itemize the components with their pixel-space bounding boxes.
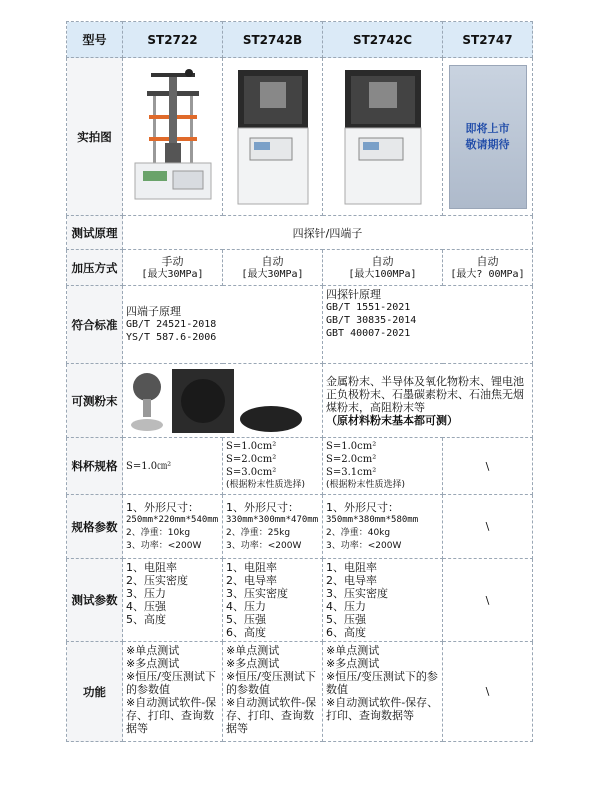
- param-item: 6、高度: [226, 626, 266, 639]
- param-item: 2、电导率: [326, 574, 377, 587]
- photo-row: [67, 58, 533, 216]
- cup-note: (根据粉末性质选择): [226, 480, 306, 490]
- coming-soon-line-2: 敬请期待: [465, 137, 510, 151]
- photo-st2742c: [323, 58, 443, 216]
- size-st2722: [123, 495, 223, 559]
- param-item: 1、电阻率: [226, 561, 277, 574]
- cup-line: S=1.0cm²: [226, 441, 277, 452]
- param-item: 4、压力: [226, 600, 266, 613]
- standard-row: [67, 286, 533, 364]
- func-st2742b: [223, 642, 323, 742]
- params-row: [67, 559, 533, 642]
- standard-label: 符合标准: [67, 286, 123, 364]
- pressure-range: [最大30MPa]: [141, 268, 204, 280]
- size-st2747: \: [443, 495, 533, 559]
- size-row: [67, 495, 533, 559]
- func-item: ※单点测试: [326, 644, 380, 657]
- cup-line: S=3.1cm²: [326, 467, 377, 478]
- func-item: ※恒压/变压测试下的参数值: [326, 670, 438, 696]
- pressure-range: [最大100MPa]: [348, 268, 417, 280]
- model-label: 型号: [67, 22, 123, 58]
- param-item: 6、高度: [326, 626, 366, 639]
- size-weight: 2、净重：40kg: [326, 527, 391, 538]
- func-st2747: \: [443, 642, 533, 742]
- pressure-row: [67, 250, 533, 286]
- photo-st2747: [443, 58, 533, 216]
- size-power: 3、功率：<200W: [326, 540, 402, 551]
- pressure-label: 加压方式: [67, 250, 123, 286]
- model-st2742b: ST2742B: [223, 22, 323, 58]
- powder-label: 可测粉末: [67, 364, 123, 438]
- pressure-st2742c: [323, 250, 443, 286]
- auto-press-c-image: [337, 66, 429, 208]
- param-item: 2、电导率: [226, 574, 277, 587]
- param-item: 3、压实密度: [226, 587, 288, 600]
- cup-line: S=2.0cm²: [226, 454, 277, 465]
- param-item: 5、压强: [226, 613, 266, 626]
- manual-press-image: [131, 67, 215, 207]
- size-weight: 2、净重：10kg: [126, 527, 191, 538]
- cup-row: [67, 438, 533, 495]
- standard-line: GB/T 1551-2021: [326, 302, 411, 313]
- func-item: ※单点测试: [226, 644, 280, 657]
- pressure-range: [最大30MPa]: [241, 268, 304, 280]
- spec-table: [66, 21, 533, 742]
- param-item: 4、压力: [326, 600, 366, 613]
- header-row: [67, 22, 533, 58]
- func-item: ※多点测试: [326, 657, 380, 670]
- principle-value: 四探针/四端子: [123, 216, 533, 250]
- cup-line: S=3.0cm²: [226, 467, 277, 478]
- cup-st2742b: [223, 438, 323, 495]
- auto-press-b-image: [230, 66, 316, 208]
- photo-st2722: [123, 58, 223, 216]
- model-st2722: ST2722: [123, 22, 223, 58]
- func-item: ※单点测试: [126, 644, 180, 657]
- standard-four-terminal: [123, 286, 323, 364]
- pressure-mode: 自动: [371, 254, 394, 268]
- pressure-st2747: [443, 250, 533, 286]
- cup-line: S=1.0cm²: [326, 441, 377, 452]
- size-power: 3、功率：<200W: [126, 540, 202, 551]
- pressure-range: [最大? 00MPa]: [450, 268, 525, 280]
- pressure-st2722: [123, 250, 223, 286]
- model-st2742c: ST2742C: [323, 22, 443, 58]
- cup-note: (根据粉末性质选择): [326, 480, 406, 490]
- powder-images: [123, 364, 323, 438]
- size-st2742b: [223, 495, 323, 559]
- size-line: 1、外形尺寸：: [126, 500, 199, 514]
- params-st2722: [123, 559, 223, 642]
- param-item: 5、压强: [326, 613, 366, 626]
- func-item: ※自动测试软件-保存、打印、查询数据等: [326, 696, 439, 722]
- photo-st2742b: [223, 58, 323, 216]
- size-weight: 2、净重：25kg: [226, 527, 291, 538]
- params-st2747: \: [443, 559, 533, 642]
- powder-text: 金属粉末、半导体及氧化物粉末、锂电池正负极粉末、石墨碳素粉末、石油焦无烟煤粉末，高阻粉末等: [326, 374, 524, 414]
- func-st2742c: [323, 642, 443, 742]
- size-power: 3、功率：<200W: [226, 540, 302, 551]
- size-label: 规格参数: [67, 495, 123, 559]
- powder-pile-image: [172, 369, 234, 433]
- cup-st2742c: [323, 438, 443, 495]
- standard-line: 四端子原理: [126, 305, 181, 318]
- size-line: 1、外形尺寸：: [226, 500, 299, 514]
- param-item: 3、压力: [126, 587, 166, 600]
- photo-label: 实拍图: [67, 58, 123, 216]
- principle-label: 测试原理: [67, 216, 123, 250]
- cup-st2722: [123, 438, 223, 495]
- principle-row: [67, 216, 533, 250]
- param-item: 1、电阻率: [126, 561, 177, 574]
- pressure-mode: 自动: [261, 254, 284, 268]
- powder-note: （原材料粉末基本都可测）: [326, 413, 458, 427]
- standard-line: 四探针原理: [326, 288, 381, 301]
- standard-line: YS/T 587.6-2006: [126, 332, 217, 343]
- func-label: 功能: [67, 642, 123, 742]
- func-item: ※自动测试软件-保存、打印、查询数据等: [226, 696, 317, 735]
- param-item: 5、高度: [126, 613, 166, 626]
- size-dimensions: 250mm*220mm*540mm: [126, 514, 219, 525]
- powder-funnel-image: [126, 369, 168, 433]
- pressure-st2742b: [223, 250, 323, 286]
- func-item: ※自动测试软件-保存、打印、查询数据等: [126, 696, 217, 735]
- powder-heap-image: [238, 393, 304, 433]
- powder-description: [323, 364, 533, 438]
- param-item: 3、压实密度: [326, 587, 388, 600]
- params-st2742c: [323, 559, 443, 642]
- cup-line: S=2.0cm²: [326, 454, 377, 465]
- param-item: 2、压实密度: [126, 574, 188, 587]
- size-dimensions: 350mm*380mm*580mm: [326, 514, 419, 525]
- size-dimensions: 330mm*300mm*470mm: [226, 514, 319, 525]
- func-row: [67, 642, 533, 742]
- coming-soon-line-1: 即将上市: [465, 121, 510, 135]
- params-st2742b: [223, 559, 323, 642]
- func-st2722: [123, 642, 223, 742]
- cup-st2747: \: [443, 438, 533, 495]
- func-item: ※多点测试: [126, 657, 180, 670]
- cup-label: 料杯规格: [67, 438, 123, 495]
- func-item: ※恒压/变压测试下的参数值: [126, 670, 216, 696]
- param-item: 4、压强: [126, 600, 166, 613]
- size-st2742c: [323, 495, 443, 559]
- func-item: ※恒压/变压测试下的参数值: [226, 670, 316, 696]
- model-st2747: ST2747: [443, 22, 533, 58]
- coming-soon-card: [449, 65, 527, 209]
- standard-line: GBT 40007-2021: [326, 328, 411, 339]
- param-item: 1、电阻率: [326, 561, 377, 574]
- standard-line: GB/T 30835-2014: [326, 315, 417, 326]
- powder-row: [67, 364, 533, 438]
- size-line: 1、外形尺寸：: [326, 500, 399, 514]
- cup-line: S=1.0㎝²: [126, 460, 172, 472]
- pressure-mode: 自动: [476, 254, 499, 268]
- pressure-mode: 手动: [161, 254, 184, 268]
- func-item: ※多点测试: [226, 657, 280, 670]
- params-label: 测试参数: [67, 559, 123, 642]
- standard-four-probe: [323, 286, 533, 364]
- standard-line: GB/T 24521-2018: [126, 319, 217, 330]
